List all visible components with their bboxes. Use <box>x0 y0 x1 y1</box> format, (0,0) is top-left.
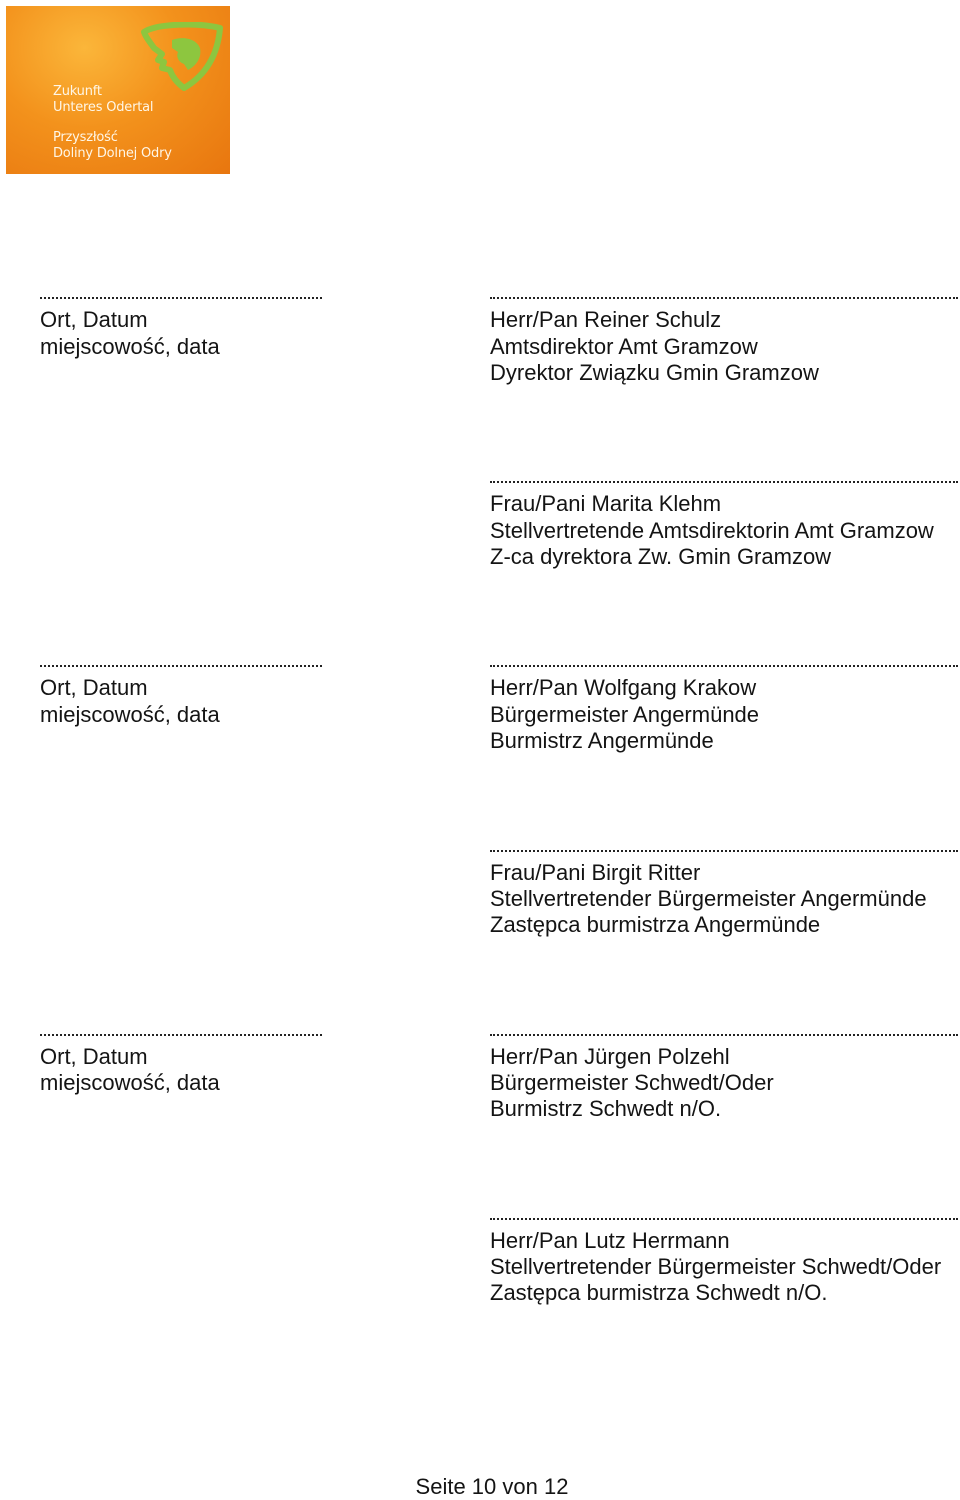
signatory-name: Herr/Pan Lutz Herrmann <box>490 1228 730 1253</box>
place-date-label: Ort, Datum <box>40 675 148 700</box>
signatory-role-german: Stellvertretende Amtsdirektorin Amt Gramzow <box>490 518 934 543</box>
signatory-role-german: Bürgermeister Angermünde <box>490 702 760 727</box>
signature-line-place <box>40 1034 322 1036</box>
signature-line <box>490 1218 958 1220</box>
signatory-role-polish: Zastępca burmistrza Angermünde <box>490 912 821 937</box>
place-date-label: Ort, Datum <box>40 1044 148 1069</box>
head-profile-icon <box>136 22 224 92</box>
signatory-name: Herr/Pan Jürgen Polzehl <box>490 1044 730 1069</box>
signature-line-place <box>40 297 322 299</box>
logo-text-german <box>53 84 153 116</box>
signatory-role-german: Stellvertretender Bürgermeister Angermünde <box>490 886 927 911</box>
signature-line <box>490 297 958 299</box>
logo-line: Unteres Odertal <box>53 100 154 115</box>
place-date-label-polish: miejscowość, data <box>40 1070 220 1095</box>
page-number: Seite 10 von 12 <box>415 1474 569 1499</box>
signature-line <box>490 850 958 852</box>
signature-line <box>490 1034 958 1036</box>
logo-line: Przyszłość <box>53 130 118 145</box>
signatory-name: Herr/Pan Reiner Schulz <box>490 307 722 332</box>
signatory-role-german: Amtsdirektor Amt Gramzow <box>490 334 758 359</box>
signatory-name: Frau/Pani Birgit Ritter <box>490 860 701 885</box>
signatory-role-polish: Z-ca dyrektora Zw. Gmin Gramzow <box>490 544 832 569</box>
signatory-role-polish: Dyrektor Związku Gmin Gramzow <box>490 360 819 385</box>
signatory-name: Frau/Pani Marita Klehm <box>490 491 722 516</box>
place-date-label-polish: miejscowość, data <box>40 702 220 727</box>
signatory-role-polish: Burmistrz Schwedt n/O. <box>490 1096 722 1121</box>
logo-zukunft-unteres-odertal <box>6 6 230 174</box>
signature-line-place <box>40 665 322 667</box>
signatory-role-german: Stellvertretender Bürgermeister Schwedt/Oder <box>490 1254 942 1279</box>
signature-line <box>490 665 958 667</box>
signatory-name: Herr/Pan Wolfgang Krakow <box>490 675 757 700</box>
signature-line <box>490 481 958 483</box>
signatory-role-german: Bürgermeister Schwedt/Oder <box>490 1070 774 1095</box>
logo-line: Doliny Dolnej Odry <box>53 146 172 161</box>
place-date-label-polish: miejscowość, data <box>40 334 220 359</box>
place-date-label: Ort, Datum <box>40 307 148 332</box>
logo-text-polish <box>53 130 172 162</box>
logo-line: Zukunft <box>53 84 102 99</box>
signatory-role-polish: Burmistrz Angermünde <box>490 728 714 753</box>
signatory-role-polish: Zastępca burmistrza Schwedt n/O. <box>490 1280 828 1305</box>
